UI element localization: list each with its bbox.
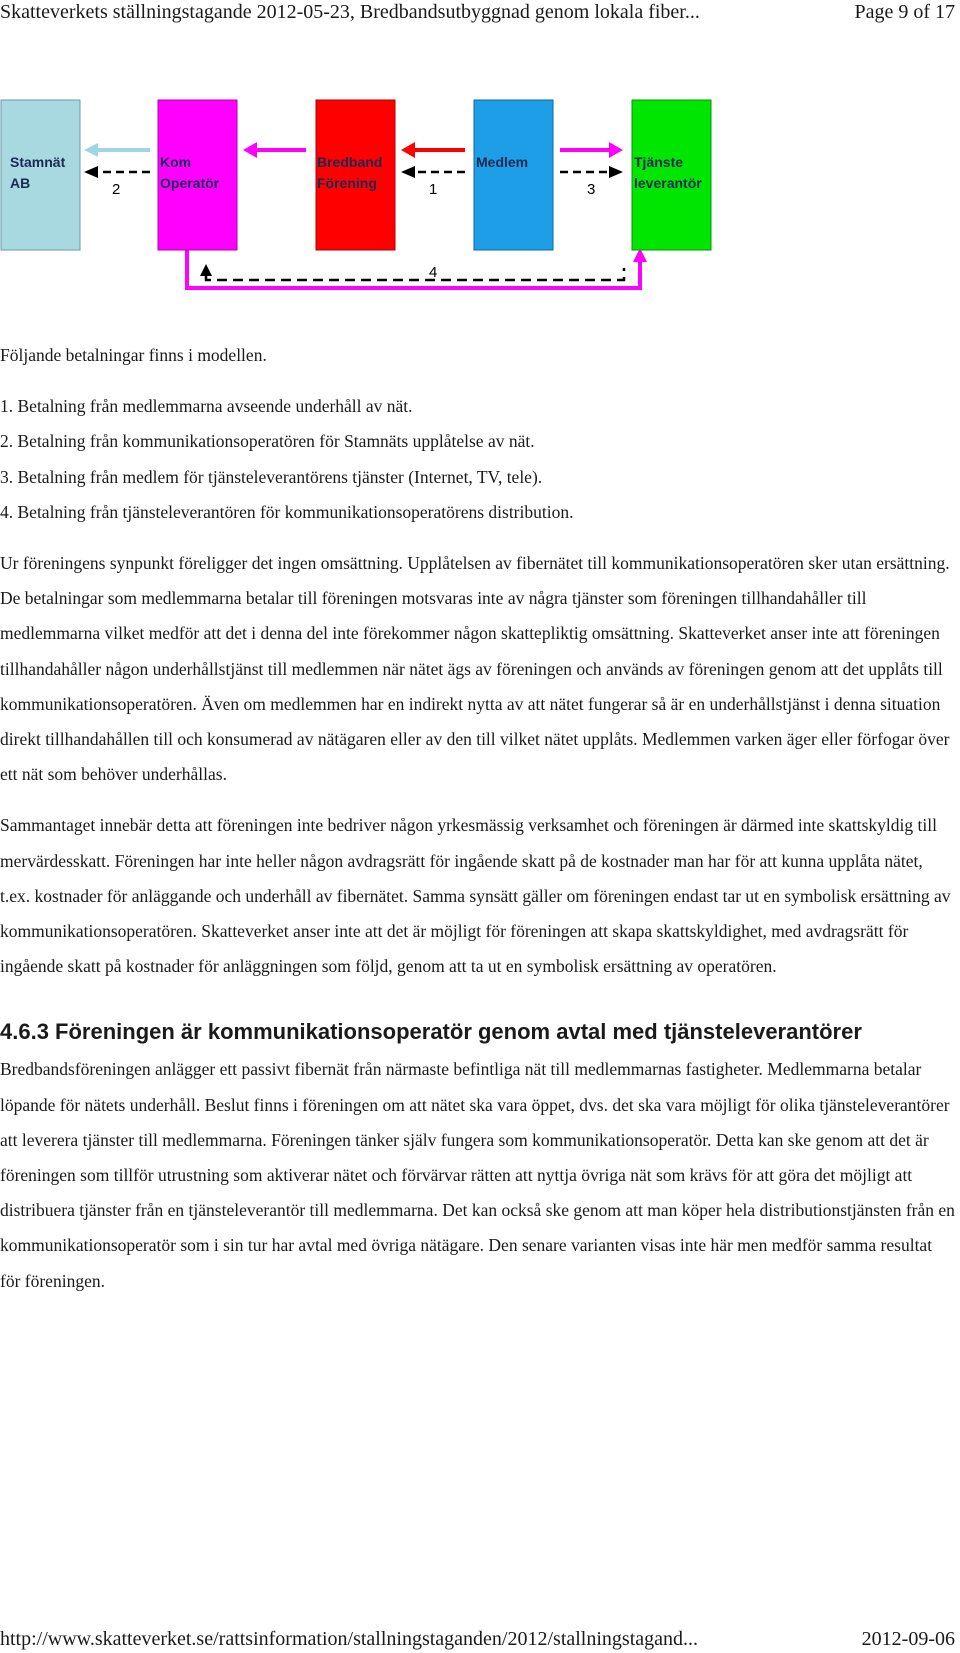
paragraph: Ur föreningens synpunkt föreligger det ingen omsättning. Upplåtelsen av fibernätet till kommunikationsoperatören sker utan ersättning. De betalningar som medlemmarna betalar till föreningen motsvaras inte av några tjänster som föreningen tillhandahåller till medlemmarna vilket medför att det i denna del inte förekommer någon skattepliktig omsättning. Skatteverket anser inte att föreningen tillhandahåller någon underhållstjänst till medlemmen när nätet ägs av föreningen och används av föreningen genom att det upplåts till kommunikationsoperatören. Även om medlemmen har en indirekt nytta av att nätet fungerar så är en underhållstjänst i denna situation direkt tillhandahållen till och konsumerad av nätägaren eller av den till vilket nätet upplåts. Medlemmen varken äger eller förfogar över ett nät som behöver underhållas. (0, 553, 950, 785)
dashed-arrow-4 (206, 268, 624, 280)
arrow-3-head (609, 166, 623, 178)
box-stamnat-line1: Stamnät (10, 154, 66, 170)
footer-date: 2012-09-06 (861, 1628, 955, 1650)
page-header (0, 0, 960, 28)
arrow-label-2: 2 (112, 181, 121, 198)
footer-url[interactable]: http://www.skatteverket.se/rattsinformation/stallningstaganden/2012/stallningstagand... (0, 1628, 699, 1650)
page-footer (0, 1626, 960, 1653)
box-kom-operator-line1: Kom (160, 154, 192, 170)
document-title: Skatteverkets ställningstagande 2012-05-23, Bredbandsutbyggnad genom lokala fiber... (0, 1, 700, 23)
arrow-bredband-top-head (401, 142, 415, 158)
page-number: Page 9 of 17 (854, 1, 955, 23)
box-kom-operator-line2: Operatör (160, 175, 220, 191)
box-medlem-line1: Medlem (476, 154, 529, 170)
arrow-stamnat-top-head (84, 143, 98, 157)
box-bredband-forening-line1: Bredband (317, 154, 383, 170)
arrow-label-1: 1 (429, 181, 438, 198)
paragraph: Bredbandsföreningen anlägger ett passivt fibernät från närmaste befintliga nät till medlemmarnas fastigheter. Medlemmarna betalar löpande för nätets underhåll. Beslut finns i föreningen om att nätet ska vara öppet, dvs. det ska vara möjligt för olika tjänsteleverantörer att leverera tjänster till medlemmarna. Föreningen tänker själv fungera som kommunikationsoperatör. Detta kan ske genom att det är föreningen som tillför utrustning som aktiverar nätet och förvärvar rätten att nyttja övriga nät som krävs för att göra det möjligt att distribuera tjänster från en tjänsteleverantör till medlemmarna. Det kan också ske genom att man köper hela distributionstjänsten från en kommunikationsoperatör som i sin tur har avtal med övriga nätägare. Den senare varianten visas inte här men medför samma resultat för föreningen. (0, 1059, 955, 1291)
box-tjanste-line1: Tjänste (634, 154, 684, 170)
box-bredband-forening-line2: Förening (317, 175, 377, 191)
dashed-arrow-4-head (200, 264, 212, 276)
box-medlem (474, 100, 553, 250)
section-heading: 4.6.3 Föreningen är kommunikationsoperatör genom avtal med tjänsteleverantörer (0, 1019, 862, 1045)
payment-list (0, 389, 955, 530)
intro-text: Följande betalningar finns i modellen. (0, 345, 267, 365)
flow-frame (187, 248, 640, 288)
arrow-label-4: 4 (429, 264, 438, 281)
paragraph: Sammantaget innebär detta att föreningen inte bedriver någon yrkesmässig verksamhet och föreningen är därmed inte skattskyldig till mervärdesskatt. Föreningen har inte heller någon avdragsrätt för ingående skatt på de kostnader man har för att kunna upplåta nätet, t.ex. kostnader för anläggande och underhåll av fibernätet. Samma synsätt gäller om föreningen endast tar ut en symbolisk ersättning av kommunikationsoperatören. Skatteverket anser inte att det är möjligt för föreningen att skapa skattskyldighet, med avdragsrätt för ingående skatt på kostnader för anläggningen som följd, genom att ta ut en symbolisk ersättning av operatören. (0, 815, 951, 977)
box-tjanste-line2: leverantör (634, 175, 702, 191)
box-stamnat-line2: AB (10, 175, 31, 191)
arrow-tjanste-top-head (609, 142, 623, 158)
list-item: 2. Betalning från kommunikationsoperatören för Stamnäts upplåtelse av nät. (0, 431, 535, 452)
arrow-komop-top-head (243, 142, 257, 158)
list-item: 3. Betalning från medlem för tjänsteleverantörens tjänster (Internet, TV, tele). (0, 466, 543, 487)
document-body (0, 338, 955, 1299)
arrow-label-3: 3 (587, 181, 596, 198)
arrow-1-head (401, 166, 415, 178)
payment-flow-diagram (0, 96, 720, 306)
arrow-2-head (84, 166, 98, 178)
list-item: 1. Betalning från medlemmarna avseende underhåll av nät. (0, 396, 413, 417)
list-item: 4. Betalning från tjänsteleverantören för kommunikationsoperatörens distribution. (0, 501, 574, 522)
